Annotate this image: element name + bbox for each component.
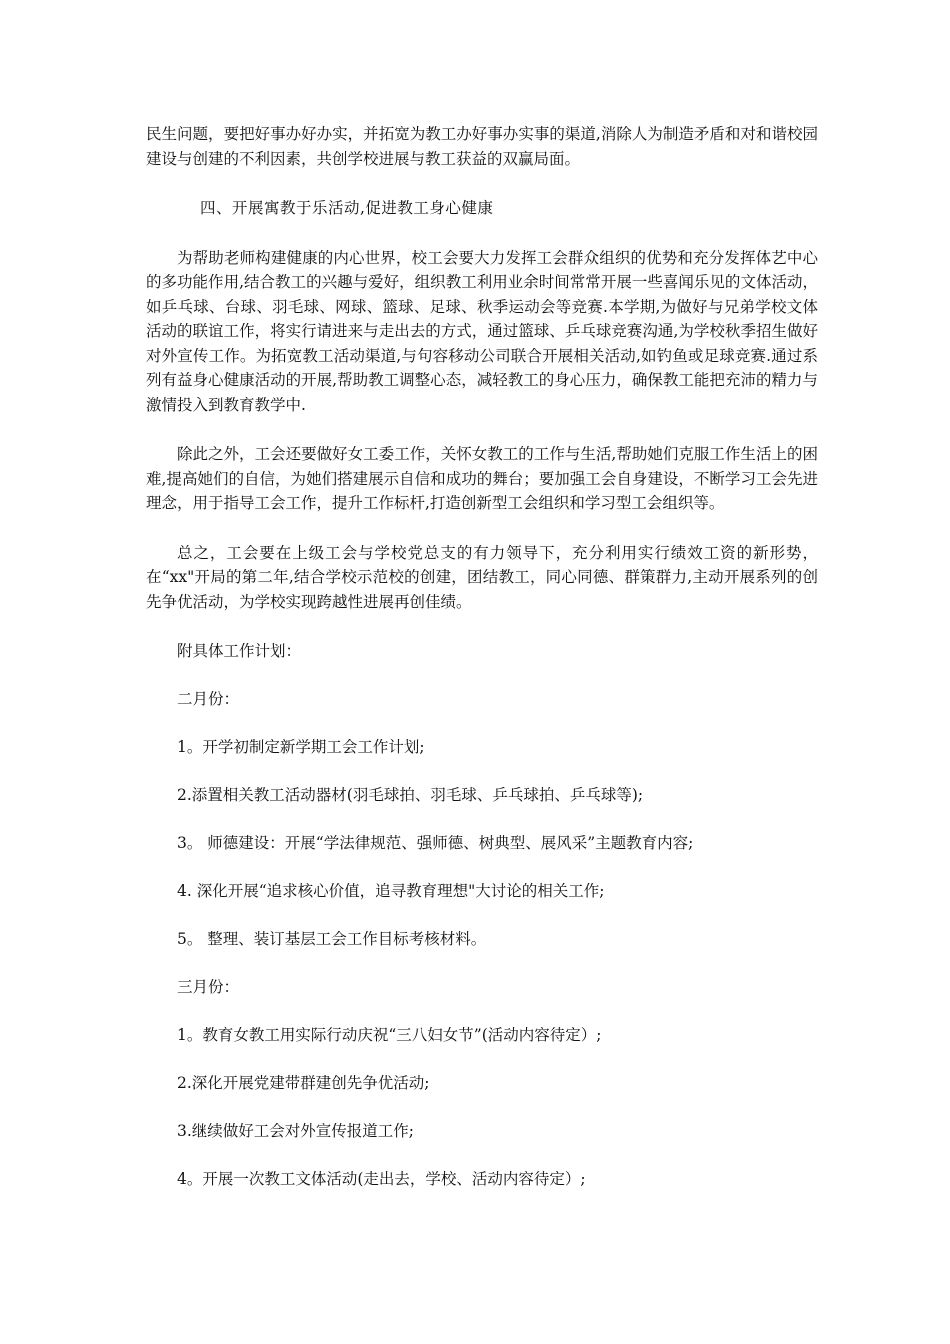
list-item: 2.深化开展党建带群建创先争优活动; bbox=[177, 1074, 430, 1092]
body-paragraph-3: 总之，工会要在上级工会与学校党总支的有力领导下，充分利用实行绩效工资的新形势，在“xx"开局的第二年,结合学校示范校的创建，团结教工，同心同德、群策群力,主动开展系列的创先争优活动，为学校实现跨越性进展再创佳绩。 bbox=[146, 543, 818, 611]
march-label: 三月份： bbox=[177, 978, 240, 996]
list-item: 1。教育女教工用实际行动庆祝“三八妇女节”(活动内容待定）; bbox=[177, 1026, 602, 1044]
document-page bbox=[146, 122, 818, 1215]
section-four-heading: 四、开展寓教于乐活动,促进教工身心健康 bbox=[200, 199, 494, 217]
list-item: 4。开展一次教工文体活动(走出去，学校、活动内容待定）; bbox=[177, 1170, 586, 1188]
list-item: 1。开学初制定新学期工会工作计划; bbox=[177, 738, 425, 756]
february-label: 二月份： bbox=[177, 690, 240, 708]
body-paragraph-2: 除此之外，工会还要做好女工委工作，关怀女教工的工作与生活,帮助她们克服工作生活上的困难,提高她们的自信，为她们搭建展示自信和成功的舞台；要加强工会自身建设，不断学习工会先进理念，用于指导工会工作，提升工作标杆,打造创新型工会组织和学习型工会组织等。 bbox=[146, 445, 818, 512]
list-item: 5。 整理、装订基层工会工作目标考核材料。 bbox=[177, 930, 487, 948]
body-paragraph-1: 为帮助老师构建健康的内心世界，校工会要大力发挥工会群众组织的优势和充分发挥体艺中心的多功能作用,结合教工的兴趣与爱好，组织教工利用业余时间常常开展一些喜闻乐见的文体活动，如乒乓球、台球、羽毛球、网球、篮球、足球、秋季运动会等竞赛.本学期,为做好与兄弟学校文体活动的联谊工作，将实行请进来与走出去的方式，通过篮球、乒乓球竞赛沟通,为学校秋季招生做好对外宣传工作。为拓宽教工活动渠道,与句容移动公司联合开展相关活动,如钓鱼或足球竞赛.通过系列有益身心健康活动的开展,帮助教工调整心态，减轻教工的身心压力，确保教工能把充沛的精力与激情投入到教育教学中. bbox=[146, 248, 818, 414]
list-item: 3。 师德建设：开展“学法律规范、强师德、树典型、展风采”主题教育内容; bbox=[177, 834, 694, 852]
intro-continuation-paragraph: 民生问题，要把好事办好办实，并拓宽为教工办好事办实事的渠道,消除人为制造矛盾和对和谐校园建设与创建的不利因素，共创学校进展与教工获益的双赢局面。 bbox=[146, 125, 818, 168]
list-item: 2.添置相关教工活动器材(羽毛球拍、羽毛球、乒乓球拍、乒乓球等); bbox=[177, 786, 644, 804]
list-item: 3.继续做好工会对外宣传报道工作; bbox=[177, 1122, 415, 1140]
list-item: 4. 深化开展“追求核心价值，追寻教育理想"大讨论的相关工作; bbox=[177, 882, 605, 900]
plan-title: 附具体工作计划： bbox=[177, 642, 302, 660]
